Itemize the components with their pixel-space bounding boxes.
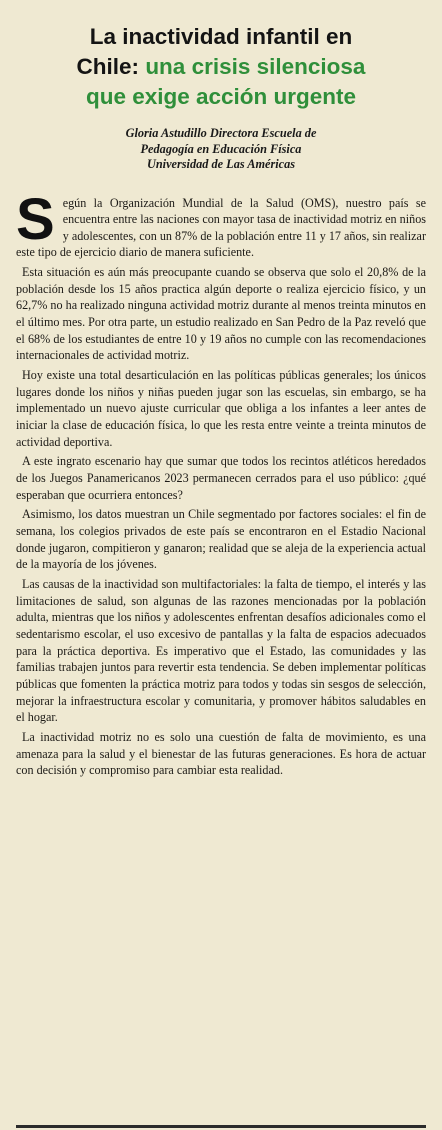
author-department: Pedagogía en Educación Física [140, 141, 302, 156]
article-body [16, 186, 426, 779]
author-institution: Universidad de Las Américas [146, 157, 296, 171]
headline-line-3-accent: que exige acción urgente [85, 84, 357, 109]
author-byline [16, 126, 426, 173]
drop-cap: S [16, 186, 55, 252]
paragraph-5: Asimismo, los datos muestran un Chile segmentado por factores sociales: el fin de semana, los colegios privados de este país se encontraron en el Estadio Nacional donde jugaron, compitieron y ganaron; realidad que se aleja de la experiencia actual de la mayoría de los jóvenes. [16, 507, 426, 572]
paragraph-7: La inactividad motriz no es solo una cuestión de falta de movimiento, es una amenaza para la salud y el bienestar de las futuras generaciones. Es hora de actuar con decisión y compromiso para cambiar esta realidad. [16, 729, 426, 778]
paragraph-1-text: egún la Organización Mundial de la Salud (OMS), nuestro país se encuentra entre las naciones con mayor tasa de inactividad motriz en niños y adolescentes, con un 87% de la población entre 11 y 17 años, sin realizar este tipo de ejercicio diario de manera suficiente. [16, 195, 426, 260]
headline-line-2-dark: Chile: [76, 54, 146, 79]
headline-line-2-accent: una crisis silenciosa [145, 54, 366, 79]
paragraph-1 [16, 186, 426, 262]
paragraph-3: Hoy existe una total desarticulación en las políticas públicas generales; los únicos lugares donde los niños y niñas pueden jugar son las escuelas, sin embargo, se ha implementado un nuevo ajuste curricular que obliga a los infantes a leer antes de iniciar la clase de educación física, lo que les resta entre veinte a treinta minutos de actividad deportiva. [16, 368, 426, 449]
paragraph-4: A este ingrato escenario hay que sumar que todos los recintos atléticos heredados de los Juegos Panamericanos 2023 permanecen cerrados para el uso público: ¿qué esperaban que ocurriera entonces? [16, 454, 426, 502]
author-name-role: Gloria Astudillo Directora Escuela de [125, 126, 317, 140]
paragraph-6: Las causas de la inactividad son multifactoriales: la falta de tiempo, el interés y las limitaciones de salud, son algunas de las razones mencionadas por la población adulta, mientras que los niños y adolescentes enfrentan desafíos adicionales como el sedentarismo escolar, el uso excesivo de pantallas y la falta de espacios adecuados para la práctica deportiva. Es imperativo que el Estado, las comunidades y las familias trabajen juntos para revertir esta tendencia. Se deben implementar políticas públicas que fomenten la práctica motriz para todos y todas sin sesgos de selección, mejorar la infraestructura escolar y comunitaria, y promover hábitos saludables en el hogar. [16, 576, 426, 725]
headline-line-1: La inactividad infantil en [89, 24, 353, 49]
article-headline [16, 22, 426, 112]
paragraph-2: Esta situación es aún más preocupante cuando se observa que solo el 20,8% de la población desde los 15 años practica algún deporte o realiza ejercicio físico, y un 62,7% no ha realizado ninguna actividad motriz durante al menos treinta minutos en el último mes. Por otra parte, un estudio realizado en San Pedro de la Paz reveló que el 68% de los estudiantes de entre 10 y 19 años no cumple con las recomendaciones internacionales de actividad motriz. [16, 265, 426, 363]
bottom-divider [16, 1125, 426, 1128]
